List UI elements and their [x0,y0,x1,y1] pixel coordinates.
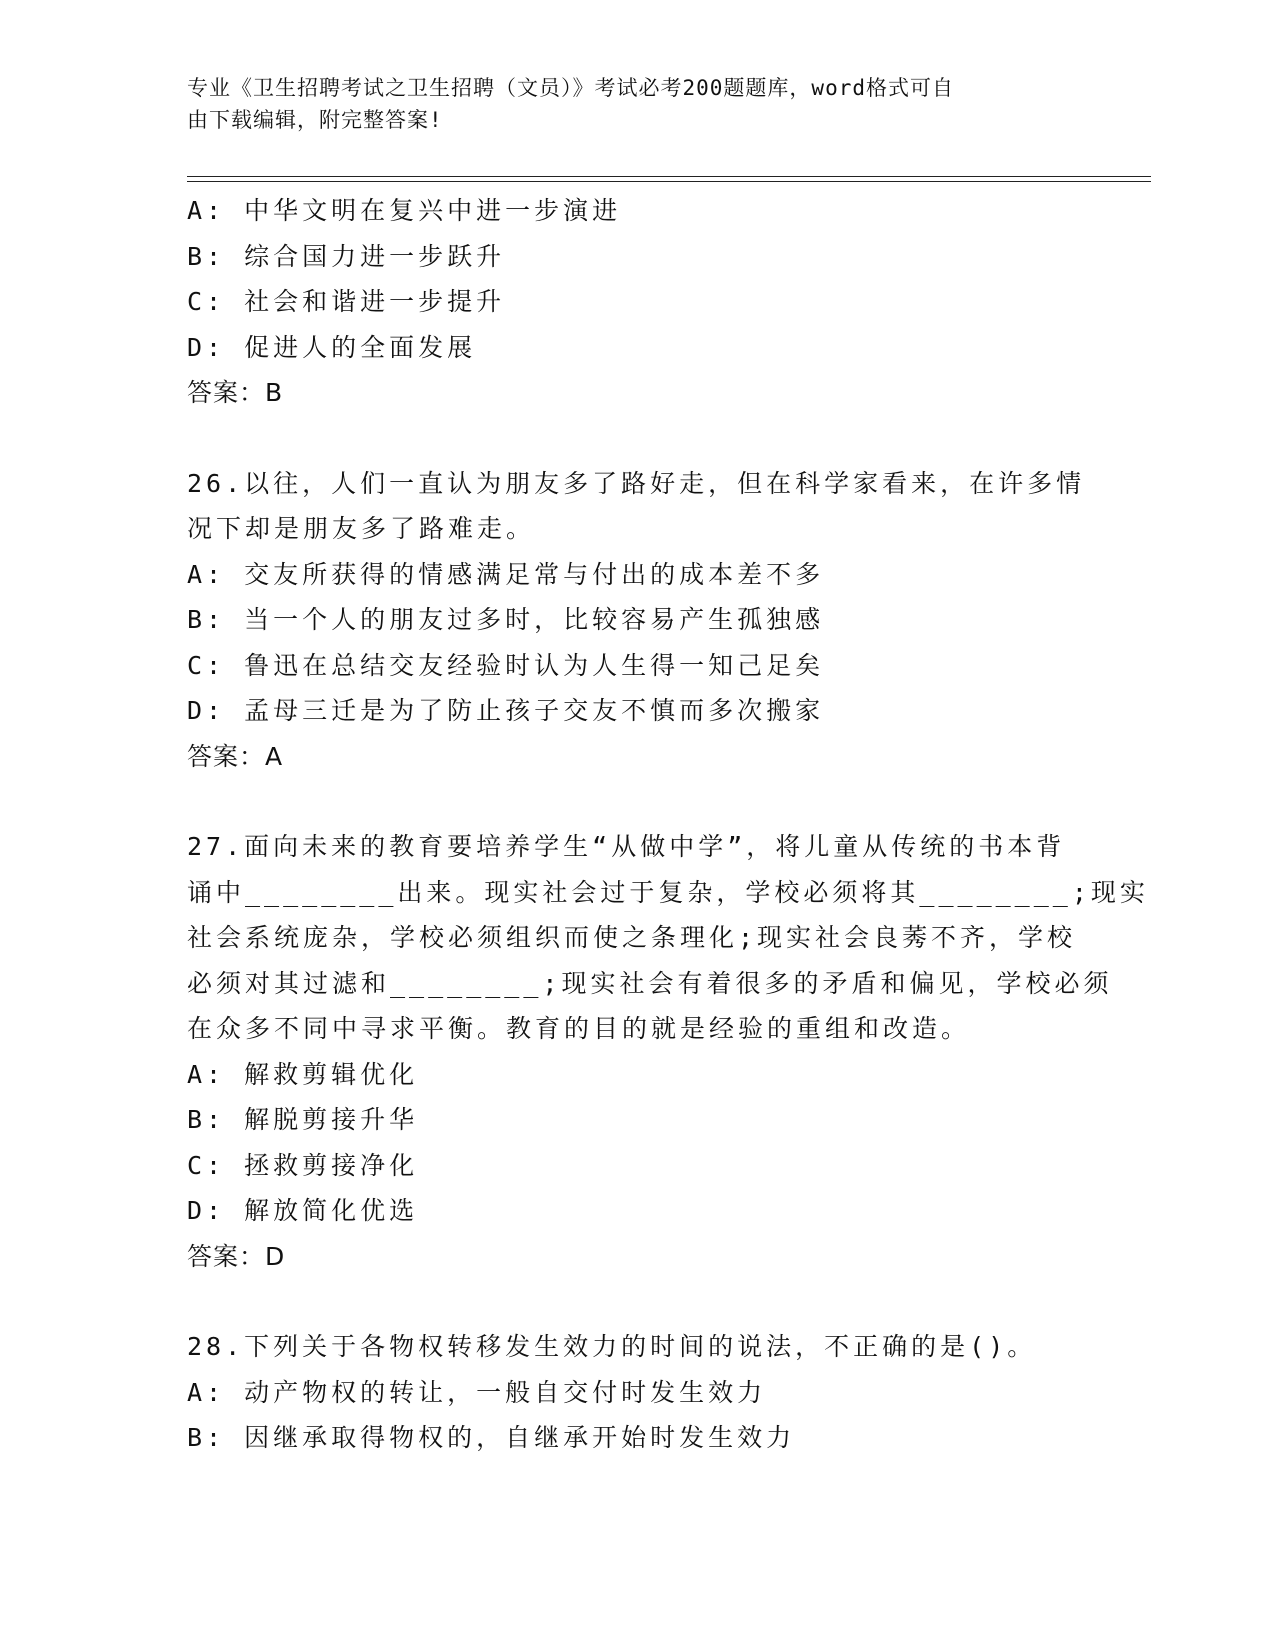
document-header [187,72,1067,136]
header-divider-top [187,176,1151,177]
question-text-line: 社会系统庞杂，学校必须组织而使之条理化;现实社会良莠不齐，学校 [187,923,1077,952]
question-text-line: 26.以往，人们一直认为朋友多了路好走，但在科学家看来，在许多情 [187,468,1086,498]
option-a: A: 中华文明在复兴中进一步演进 [187,196,622,225]
option-b: B: 解脱剪接升华 [187,1105,419,1134]
question-list [187,188,1149,1461]
option-d: D: 孟母三迁是为了防止孩子交友不慎而多次搬家 [187,696,825,725]
option-c: C: 拯救剪接净化 [187,1150,419,1180]
question-27-block [187,824,1149,1279]
option-b: B: 综合国力进一步跃升 [187,241,506,271]
option-b: B: 因继承取得物权的，自继承开始时发生效力 [187,1423,796,1452]
question-text-line: 必须对其过滤和________;现实社会有着很多的矛盾和偏见，学校必须 [187,968,1113,998]
answer-line: 答案：D [187,1241,286,1271]
question-26-block [187,461,1086,780]
answer-line: 答案：B [187,378,284,407]
spacer [187,1279,1067,1324]
question-text-line: 诵中________出来。现实社会过于复杂，学校必须将其________;现实 [187,877,1149,907]
option-a: A: 解救剪辑优化 [187,1059,419,1089]
question-text-line: 况下却是朋友多了路难走。 [187,514,536,543]
option-a: A: 交友所获得的情感满足常与付出的成本差不多 [187,559,825,589]
option-c: C: 社会和谐进一步提升 [187,287,506,316]
spacer [187,416,1067,461]
option-a: A: 动产物权的转让，一般自交付时发生效力 [187,1377,767,1407]
spacer [187,779,1067,824]
header-line-1: 专业《卫生招聘考试之卫生招聘（文员）》考试必考200题题库，word格式可自 [187,76,954,100]
question-25-block [187,188,1067,416]
header-divider-bottom [187,181,1151,182]
answer-line: 答案：A [187,741,284,771]
question-text-line: 在众多不同中寻求平衡。教育的目的就是经验的重组和改造。 [187,1014,971,1043]
option-d: D: 解放简化优选 [187,1196,419,1225]
question-28-block [187,1324,1067,1461]
question-text-line: 27.面向未来的教育要培养学生“从做中学”，将儿童从传统的书本背 [187,832,1066,861]
option-b: B: 当一个人的朋友过多时，比较容易产生孤独感 [187,605,825,634]
option-d: D: 促进人的全面发展 [187,332,477,362]
option-c: C: 鲁迅在总结交友经验时认为人生得一知己足矣 [187,650,825,680]
header-line-2: 由下载编辑，附完整答案! [187,108,443,132]
question-text-line: 28.下列关于各物权转移发生效力的时间的说法，不正确的是()。 [187,1332,1037,1361]
